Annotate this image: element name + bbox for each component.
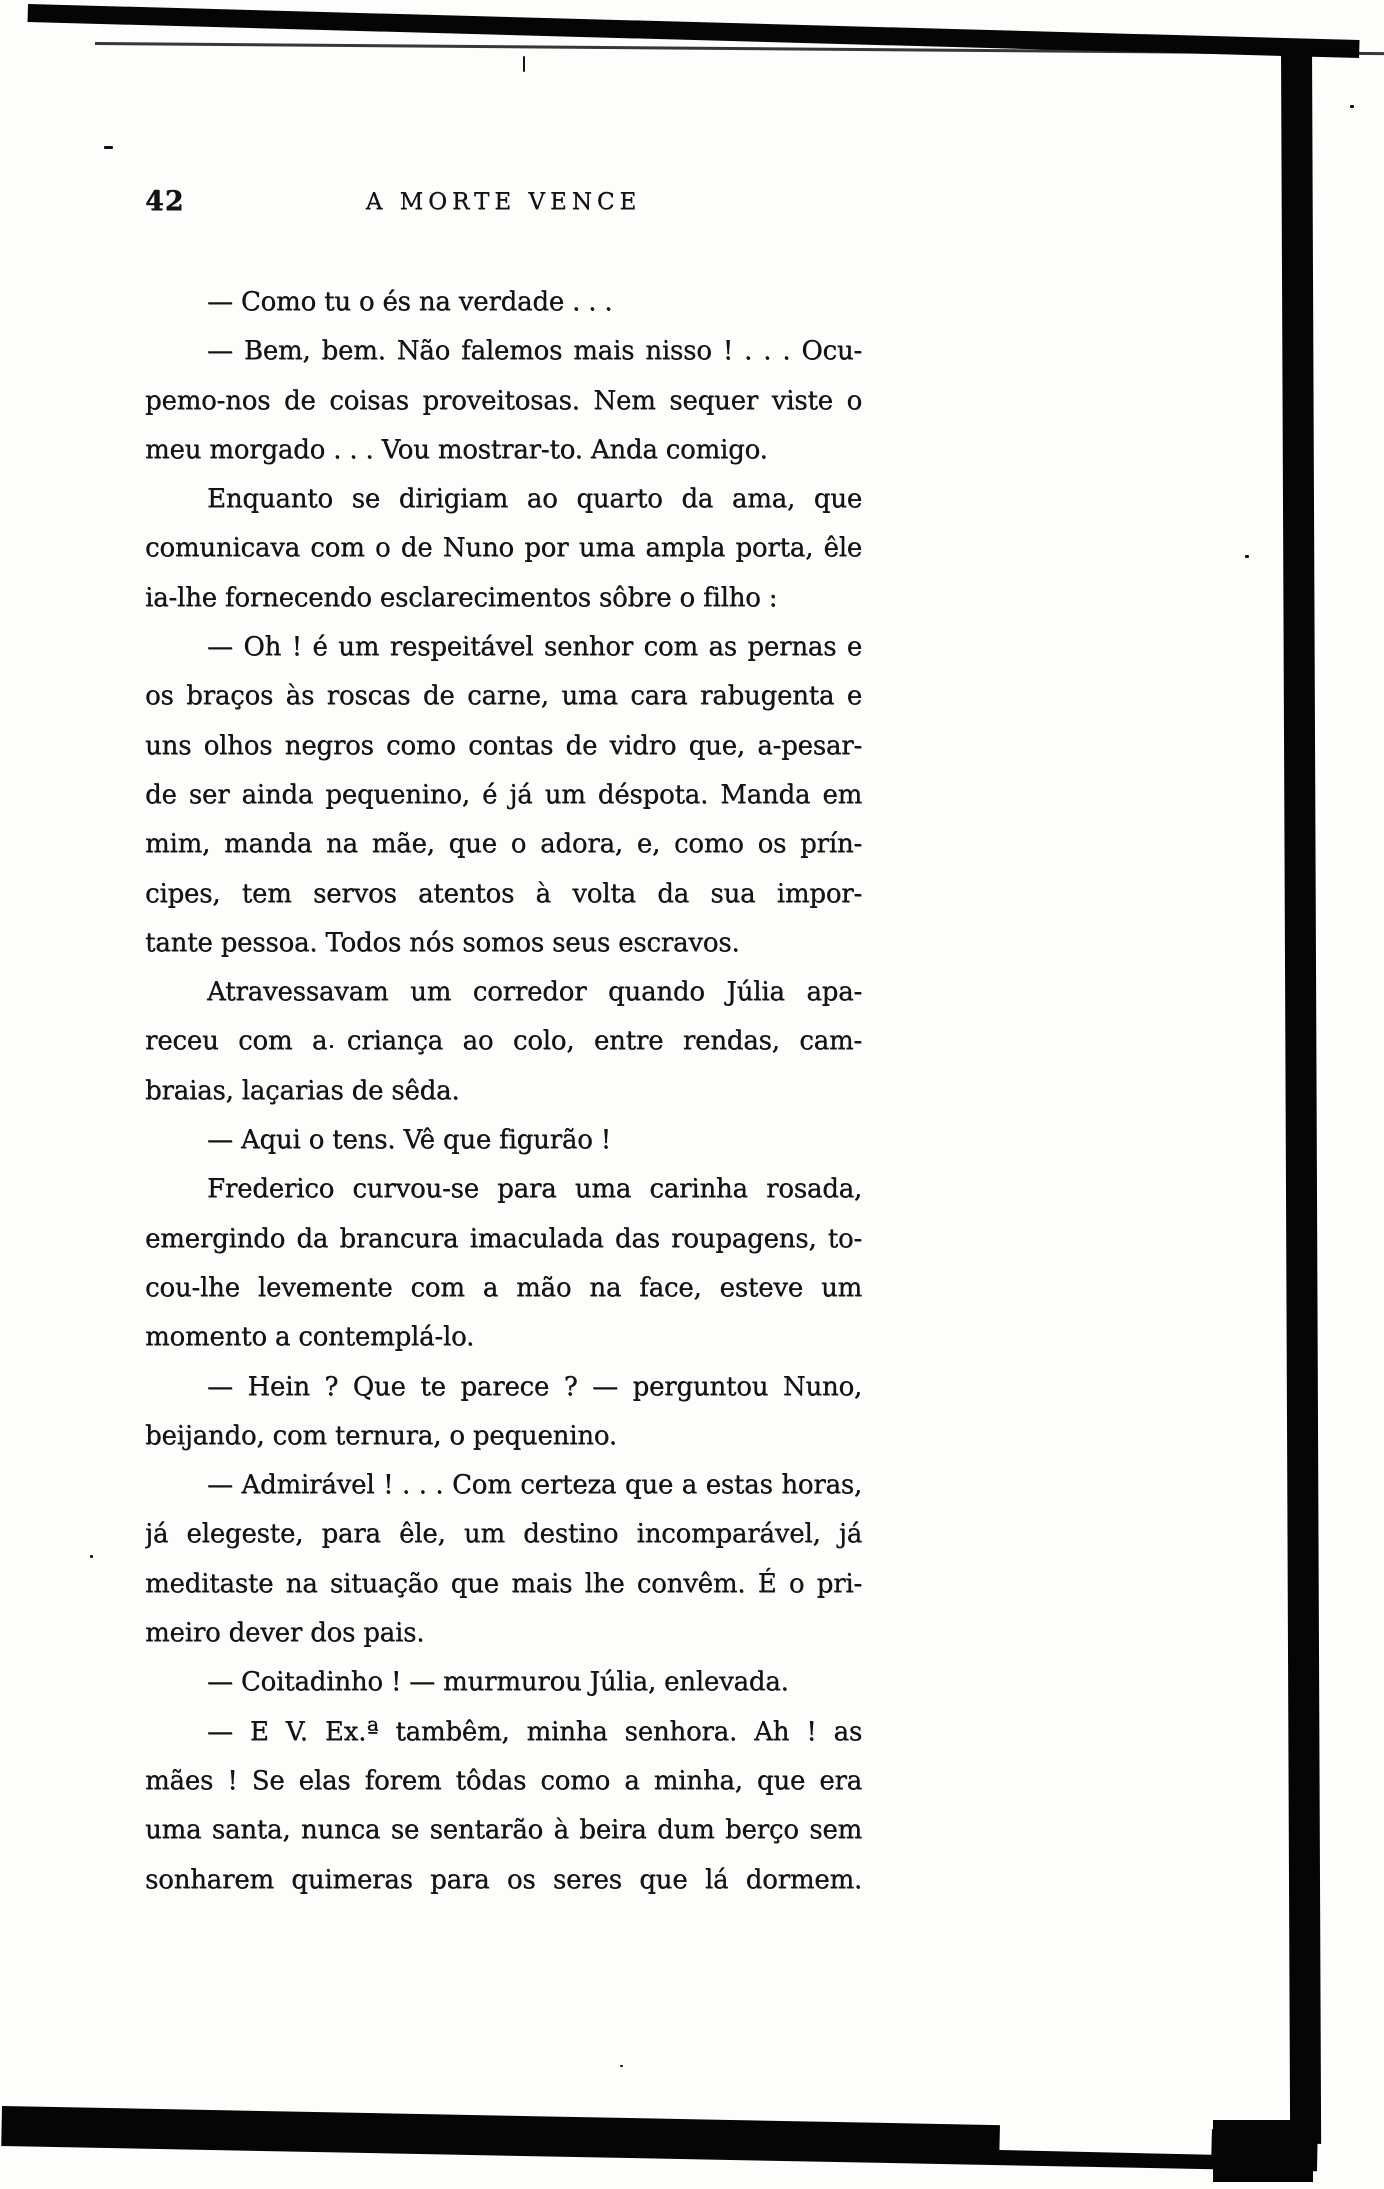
text-line: meu morgado . . . Vou mostrar-to. Anda comigo. — [145, 434, 768, 465]
scan-artifact-bottom-wedge — [999, 2124, 1212, 2155]
text-line: — Aqui o tens. Vê que figurão ! — [207, 1125, 611, 1156]
paragraph — [145, 623, 862, 968]
text-block — [145, 278, 862, 1905]
text-line: — Hein ? Que te parece ? — perguntou Nuno, — [207, 1371, 862, 1402]
scan-artifact-binding-shadow — [1314, 218, 1355, 1513]
text-line: — Admirável ! . . . Com certeza que a estas horas, — [207, 1470, 862, 1501]
paragraph — [145, 1461, 862, 1658]
text-line: tante pessoa. Todos nós somos seus escravos. — [145, 927, 740, 958]
text-line: receu com a criança ao colo, entre rendas, cam- — [145, 1026, 862, 1057]
text-line: emergindo da brancura imaculada das roupagens, to- — [145, 1223, 862, 1254]
noise-speck — [1350, 105, 1354, 108]
text-line: já elegeste, para êle, um destino incomparável, já — [145, 1519, 862, 1550]
text-line: os braços às roscas de carne, uma cara rabugenta e — [145, 681, 862, 712]
page-header — [145, 186, 862, 222]
page-number: 42 — [145, 186, 185, 217]
text-line: Frederico curvou-se para uma carinha rosada, — [207, 1174, 862, 1205]
text-line: meditaste na situação que mais lhe convêm. É o pri- — [145, 1568, 862, 1599]
paragraph — [145, 968, 862, 1116]
text-line: — Como tu o és na verdade . . . — [207, 287, 613, 317]
noise-speck — [104, 146, 113, 149]
text-line: ia-lhe fornecendo esclarecimentos sôbre o filho : — [145, 582, 778, 613]
noise-speck — [620, 2065, 623, 2067]
text-line: comunicava com o de Nuno por uma ampla porta, êle — [145, 533, 862, 564]
scan-artifact-bottom-right-block — [1213, 2120, 1313, 2182]
noise-speck — [90, 1555, 93, 1558]
paragraph — [145, 1658, 862, 1707]
text-line: — E V. Ex.ª tambêm, minha senhora. Ah ! as — [207, 1716, 862, 1747]
noise-speck — [523, 56, 525, 72]
text-line: mães ! Se elas forem tôdas como a minha, que era — [145, 1765, 862, 1796]
paragraph — [145, 1165, 862, 1362]
text-line: momento a contemplá-lo. — [145, 1322, 475, 1353]
noise-speck — [1245, 555, 1249, 558]
paragraph — [145, 1363, 862, 1462]
text-line: Enquanto se dirigiam ao quarto da ama, que — [207, 484, 862, 515]
text-line: cipes, tem servos atentos à volta da sua impor- — [145, 878, 862, 909]
paragraph — [145, 327, 862, 475]
text-line: de ser ainda pequenino, é já um déspota. Manda em — [145, 779, 862, 810]
paragraph — [145, 475, 862, 623]
text-line: meiro dever dos pais. — [145, 1618, 425, 1649]
text-line: — Coitadinho ! — murmurou Júlia, enlevada. — [207, 1667, 789, 1698]
text-line: mim, manda na mãe, que o adora, e, como os prín- — [145, 829, 862, 860]
text-line: uma santa, nunca se sentarão à beira dum berço sem — [145, 1815, 862, 1846]
text-line: braias, laçarias de sêda. — [145, 1075, 460, 1106]
text-line: beijando, com ternura, o pequenino. — [145, 1420, 617, 1451]
paragraph — [145, 278, 862, 327]
text-line: cou-lhe levemente com a mão na face, esteve um — [145, 1272, 862, 1303]
paragraph — [145, 1116, 862, 1165]
text-line: — Bem, bem. Não falemos mais nisso ! . . . Ocu- — [207, 336, 862, 367]
text-line: — Oh ! é um respeitável senhor com as pernas e — [207, 632, 862, 663]
paragraph — [145, 1708, 862, 1905]
text-line: sonharem quimeras para os seres que lá dormem. — [145, 1864, 862, 1895]
text-line: pemo-nos de coisas proveitosas. Nem sequer viste o — [145, 385, 862, 416]
text-line: Atravessavam um corredor quando Júlia apa- — [207, 977, 862, 1008]
running-title: A MORTE VENCE — [365, 189, 642, 215]
text-line: uns olhos negros como contas de vidro que, a-pesar- — [145, 730, 862, 761]
